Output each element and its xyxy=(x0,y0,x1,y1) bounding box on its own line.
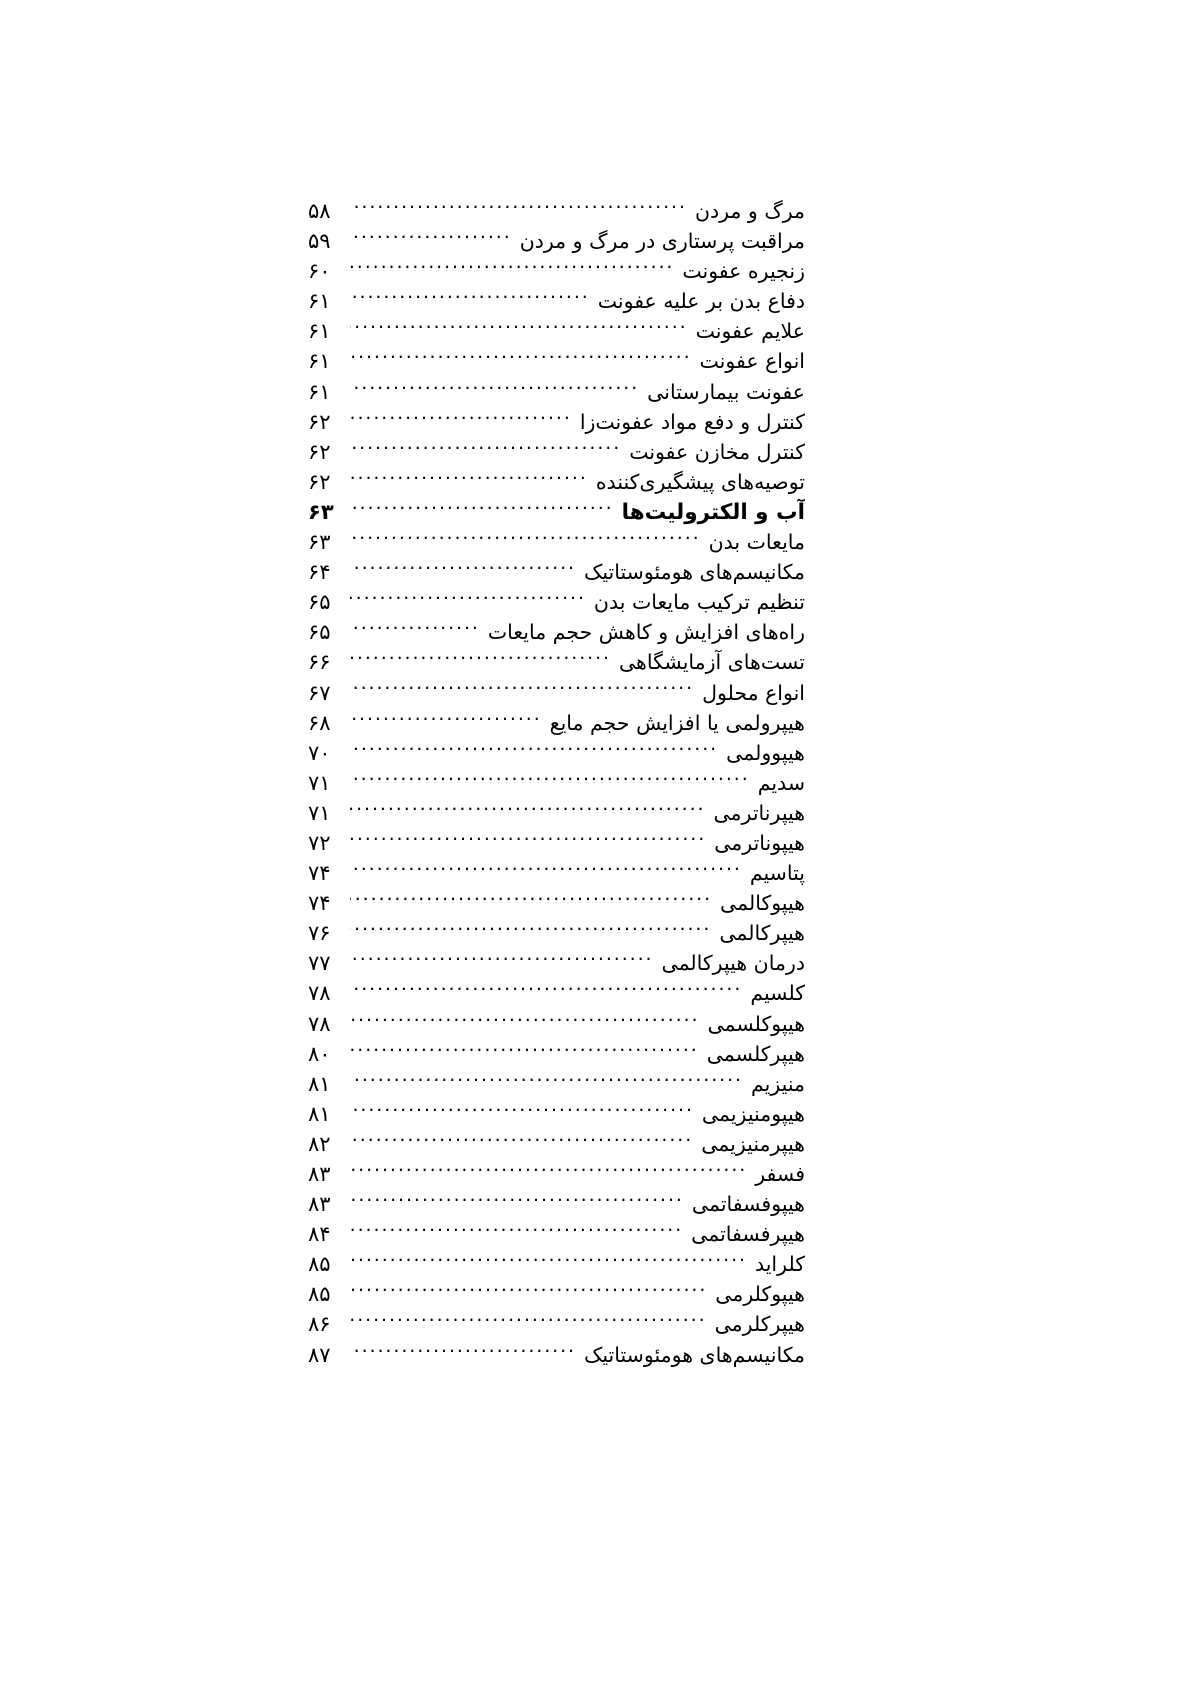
toc-entry-row[interactable] xyxy=(308,918,805,948)
toc-entry-title: علایم عفونت xyxy=(695,319,805,344)
toc-entry-row[interactable] xyxy=(308,647,805,677)
toc-entry-page-number: ۷۱ xyxy=(308,800,331,825)
dot-leader xyxy=(350,1315,707,1331)
toc-entry-row[interactable] xyxy=(308,798,805,828)
toc-entry-title: دفاع بدن بر علیه عفونت xyxy=(597,289,805,314)
toc-entry-row[interactable] xyxy=(308,316,805,346)
dot-leader xyxy=(350,1075,743,1091)
dot-leader xyxy=(350,443,621,459)
toc-entry-title: کلراید xyxy=(754,1252,805,1277)
toc-entry-title: کنترل و دفع مواد عفونت‌زا xyxy=(579,409,805,434)
toc-entry-row[interactable] xyxy=(308,738,805,768)
toc-entry-page-number: ۶۳ xyxy=(308,530,331,555)
dot-leader xyxy=(350,202,687,218)
toc-entry-title: هیپوناترمی xyxy=(714,830,805,855)
toc-entry-title: آب و الکترولیت‌ها xyxy=(621,499,805,525)
toc-entry-row[interactable] xyxy=(308,256,805,286)
dot-leader xyxy=(350,984,742,1000)
toc-entry-page-number: ۶۱ xyxy=(308,349,331,374)
toc-entry-page-number: ۶۰ xyxy=(308,259,331,284)
toc-entry-row[interactable] xyxy=(308,196,805,226)
dot-leader xyxy=(350,804,705,820)
toc-entry-title: هیپوفسفاتمی xyxy=(691,1192,805,1217)
toc-entry-row[interactable] xyxy=(308,948,805,978)
toc-entry-row[interactable] xyxy=(308,1069,805,1099)
dot-leader xyxy=(350,774,750,790)
toc-entry-row[interactable] xyxy=(308,226,805,256)
toc-entry-row[interactable] xyxy=(308,888,805,918)
toc-entry-title: هیپوکالمی xyxy=(720,891,805,916)
toc-entry-page-number: ۷۴ xyxy=(308,861,331,886)
toc-entry-page-number: ۸۱ xyxy=(308,1071,331,1096)
dot-leader xyxy=(350,533,701,549)
toc-entry-page-number: ۷۱ xyxy=(308,770,331,795)
dot-leader xyxy=(350,352,692,368)
toc-entry-row[interactable] xyxy=(308,1309,805,1339)
toc-entry-page-number: ۶۲ xyxy=(308,469,331,494)
toc-entry-page-number: ۶۱ xyxy=(308,379,331,404)
dot-leader xyxy=(350,1105,694,1121)
toc-entry-title: مکانیسم‌های هومئوستاتیک xyxy=(584,560,805,585)
dot-leader xyxy=(350,1135,693,1151)
dot-leader xyxy=(350,1255,747,1271)
toc-entry-title: انواع محلول xyxy=(702,680,805,705)
toc-entry-page-number: ۸۷ xyxy=(308,1342,331,1367)
toc-entry-title: راه‌های افزایش و کاهش حجم مایعات xyxy=(487,620,805,645)
toc-entry-page-number: ۶۷ xyxy=(308,680,331,705)
dot-leader xyxy=(350,834,706,850)
dot-leader xyxy=(350,1285,707,1301)
toc-entry-title: پتاسیم xyxy=(749,861,805,886)
toc-entry-title: مکانیسم‌های هومئوستاتیک xyxy=(584,1342,805,1367)
toc-entry-title: تنظیم ترکیب مایعات بدن xyxy=(593,590,805,615)
toc-entry-page-number: ۶۲ xyxy=(308,439,331,464)
dot-leader xyxy=(350,924,711,940)
toc-entry-row[interactable] xyxy=(308,346,805,376)
dot-leader xyxy=(350,684,694,700)
toc-entry-row[interactable] xyxy=(308,1249,805,1279)
toc-entry-title: زنجیره عفونت xyxy=(682,259,805,284)
toc-entry-row[interactable] xyxy=(308,858,805,888)
dot-leader xyxy=(350,503,614,519)
toc-entry-title: تست‌های آزمایشگاهی xyxy=(618,650,805,675)
toc-entry-title: هیپوولمی xyxy=(726,740,805,765)
toc-entry-row[interactable] xyxy=(308,286,805,316)
dot-leader xyxy=(350,653,611,669)
toc-entry-page-number: ۸۱ xyxy=(308,1101,331,1126)
dot-leader xyxy=(350,473,588,489)
toc-entry-title: انواع عفونت xyxy=(699,349,805,374)
dot-leader xyxy=(350,232,512,248)
toc-entry-page-number: ۶۴ xyxy=(308,560,331,585)
dot-leader xyxy=(350,1045,699,1061)
toc-entry-page-number: ۸۴ xyxy=(308,1222,331,1247)
toc-entry-page-number: ۵۹ xyxy=(308,229,331,254)
toc-entry-row[interactable] xyxy=(308,1189,805,1219)
dot-leader xyxy=(350,413,572,429)
toc-entry-title: هیپرفسفاتمی xyxy=(691,1222,805,1247)
toc-entry-title: کنترل مخازن عفونت xyxy=(629,439,805,464)
toc-entry-row[interactable] xyxy=(308,1159,805,1189)
toc-entry-title: هیپرکلرمی xyxy=(714,1312,805,1337)
toc-entry-row[interactable] xyxy=(308,407,805,437)
toc-entry-page-number: ۸۳ xyxy=(308,1162,331,1186)
toc-entry-title: هیپرمنیزیمی xyxy=(701,1131,805,1156)
toc-entry-title: هیپرناترمی xyxy=(713,800,805,825)
toc-entry-title: کلسیم xyxy=(750,981,805,1006)
toc-entry-page-number: ۶۶ xyxy=(308,650,331,675)
toc-entry-row[interactable] xyxy=(308,377,805,407)
toc-section-row[interactable] xyxy=(308,497,805,527)
toc-entry-title: منیزیم xyxy=(750,1071,805,1096)
toc-entry-title: مراقبت پرستاری در مرگ و مردن xyxy=(519,229,805,254)
toc-entry-page-number: ۸۰ xyxy=(308,1041,331,1066)
dot-leader xyxy=(350,322,688,338)
toc-entry-title: درمان هیپرکالمی xyxy=(661,951,805,976)
toc-entry-row[interactable] xyxy=(308,587,805,617)
toc-entry-page-number: ۶۱ xyxy=(308,319,331,344)
toc-entry-title: فسفر xyxy=(755,1162,805,1186)
toc-entry-row[interactable] xyxy=(308,1129,805,1159)
dot-leader xyxy=(350,292,590,308)
toc-entry-row[interactable] xyxy=(308,978,805,1008)
toc-entry-title: هیپومنیزیمی xyxy=(701,1101,805,1126)
toc-entry-page-number: ۸۲ xyxy=(308,1131,331,1156)
toc-entry-page-number: ۶۱ xyxy=(308,289,331,314)
toc-entry-page-number: ۶۸ xyxy=(308,710,331,735)
toc-entry-page-number: ۸۵ xyxy=(308,1252,331,1277)
dot-leader xyxy=(350,1015,699,1031)
toc-entry-page-number: ۸۳ xyxy=(308,1192,331,1217)
toc-entry-title: هیپرکلسمی xyxy=(706,1041,805,1066)
toc-entry-row[interactable] xyxy=(308,527,805,557)
toc-entry-row[interactable] xyxy=(308,678,805,708)
toc-entry-row[interactable] xyxy=(308,828,805,858)
toc-entry-row[interactable] xyxy=(308,1279,805,1309)
toc-entry-row[interactable] xyxy=(308,1009,805,1039)
toc-entry-page-number: ۷۰ xyxy=(308,740,331,765)
toc-entry-page-number: ۵۸ xyxy=(308,199,331,223)
dot-leader xyxy=(350,714,542,730)
dot-leader xyxy=(350,563,576,579)
toc-entry-row[interactable] xyxy=(308,437,805,467)
toc-entry-page-number: ۷۸ xyxy=(308,981,331,1006)
dot-leader xyxy=(350,1225,683,1241)
toc-entry-page-number: ۷۶ xyxy=(308,921,331,946)
toc-entry-row[interactable] xyxy=(308,557,805,587)
toc-entry-page-number: ۶۳ xyxy=(308,499,334,524)
table-of-contents-list xyxy=(308,196,805,1370)
toc-entry-page-number: ۷۲ xyxy=(308,830,331,855)
toc-entry-page-number: ۸۵ xyxy=(308,1282,331,1307)
toc-entry-row[interactable] xyxy=(308,1039,805,1069)
dot-leader xyxy=(350,954,653,970)
toc-entry-row[interactable] xyxy=(308,768,805,798)
toc-entry-title: سدیم xyxy=(757,770,805,795)
toc-entry-row[interactable] xyxy=(308,708,805,738)
toc-entry-title: عفونت بیمارستانی xyxy=(647,379,805,404)
dot-leader xyxy=(350,383,639,399)
toc-entry-title: هیپرکالمی xyxy=(719,921,805,946)
toc-entry-row[interactable] xyxy=(308,467,805,497)
toc-entry-page-number: ۶۵ xyxy=(308,620,331,645)
toc-entry-row[interactable] xyxy=(308,617,805,647)
dot-leader xyxy=(350,894,712,910)
toc-entry-page-number: ۶۲ xyxy=(308,409,331,434)
dot-leader xyxy=(350,1195,684,1211)
toc-entry-page-number: ۸۶ xyxy=(308,1312,331,1337)
toc-entry-page-number: ۷۸ xyxy=(308,1011,331,1036)
dot-leader xyxy=(350,593,586,609)
toc-entry-row[interactable] xyxy=(308,1099,805,1129)
dot-leader xyxy=(350,262,674,278)
toc-entry-title: مرگ و مردن xyxy=(694,199,805,223)
toc-entry-title: هیپوکلرمی xyxy=(715,1282,805,1307)
toc-entry-page-number: ۷۴ xyxy=(308,891,331,916)
toc-entry-page-number: ۶۵ xyxy=(308,590,331,615)
toc-entry-title: هیپرولمی یا افزایش حجم مایع xyxy=(549,710,805,735)
dot-leader xyxy=(350,744,718,760)
toc-entry-title: توصیه‌های پیشگیری‌کننده xyxy=(595,469,805,494)
dot-leader xyxy=(350,1165,747,1181)
dot-leader xyxy=(350,864,742,880)
toc-entry-row[interactable] xyxy=(308,1340,805,1370)
toc-entry-title: مایعات بدن xyxy=(708,530,805,555)
dot-leader xyxy=(350,1346,576,1362)
toc-entry-page-number: ۷۷ xyxy=(308,951,331,976)
dot-leader xyxy=(350,623,480,639)
toc-entry-row[interactable] xyxy=(308,1219,805,1249)
toc-entry-title: هیپوکلسمی xyxy=(707,1011,805,1036)
